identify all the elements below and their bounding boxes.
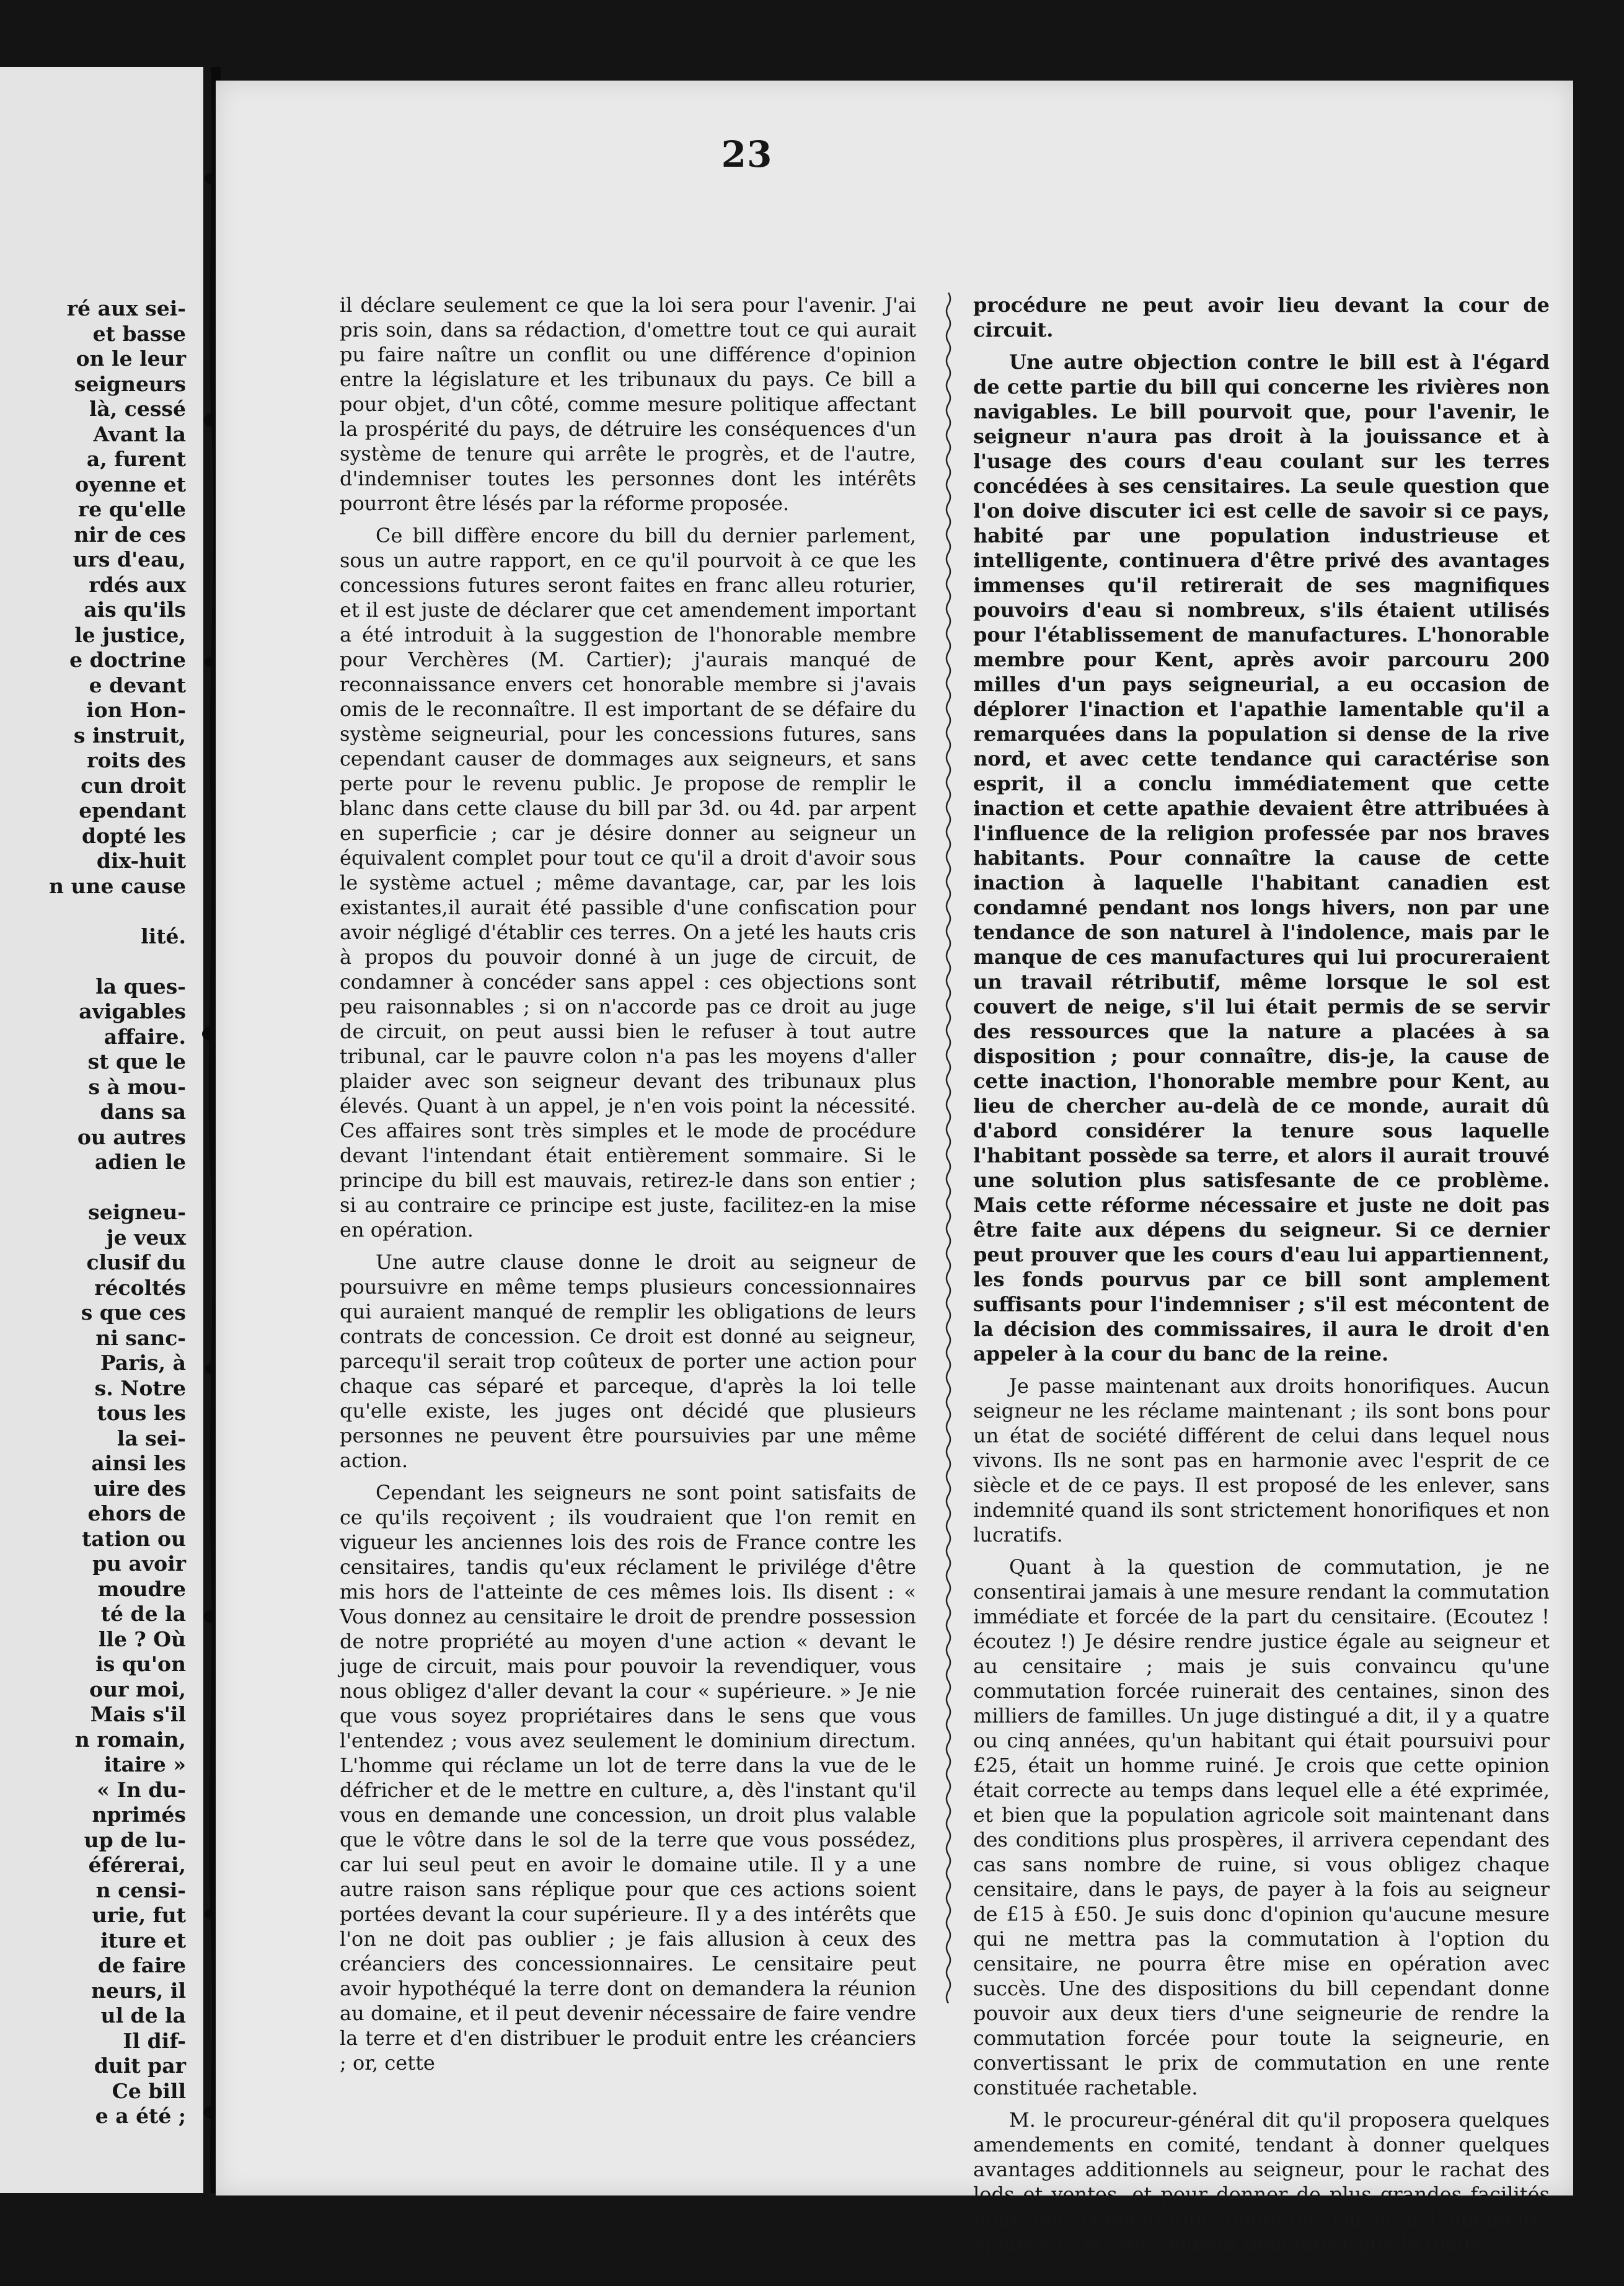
facing-page-line: ou autres — [77, 1124, 186, 1149]
paragraph: il déclare seulement ce que la loi sera pour l'avenir. J'ai pris soin, dans sa rédaction, d'omettre tout ce qui aurait pu faire naître un conflit ou une différence d'opinion entre la législature et les tribunaux du pays. Ce bill a pour objet, d'un côté, comme mesure politique affectant la prospérité du pays, de détruire les conséquences d'un système de tenure qui arrête le progrès, et de l'autre, d'indemniser toutes les personnes dont les intérêts pourront être lésés par la réforme proposée. — [340, 293, 916, 515]
facing-page-line: seigneu- — [88, 1200, 186, 1224]
facing-page-line: le justice, — [74, 622, 186, 647]
facing-page-line: ainsi les — [91, 1451, 186, 1475]
paragraph: Quant à la question de commutation, je ne consentirai jamais à une mesure rendant la commutation immédiate et forcée de la part du censitaire. (Ecoutez ! écoutez !) Je désire rendre justice égale au seigneur et au censitaire ; mais je suis convaincu qu'une commutation forcée ruinerait des centaines, sinon des milliers de familles. Un juge distingué a dit, il y a quatre ou cinq années, qu'un habitant qui était poursuivi pour £25, était un homme ruiné. Je crois que cette opinion était correcte au temps dans lequel elle a été exprimée, et bien que la population agricole soit maintenant dans des conditions plus prospères, il arrivera cependant des cas sans nombre de ruine, si vous obligez chaque censitaire, dans le pays, de payer à la fois au seigneur de £15 à £50. Je suis donc d'opinion qu'aucune mesure qui ne mettra pas la commutation à l'option du censitaire, ne pourra être mise en opération avec succès. Une des dispositions du bill cependant donne pouvoir aux deux tiers d'une seigneurie de rendre la commutation forcée pour toute la seigneurie, en convertissant le prix de commutation en une rente constituée rachetable. — [973, 1555, 1550, 2099]
paragraph: procédure ne peut avoir lieu devant la cour de circuit. — [973, 293, 1550, 342]
facing-page-line: nir de ces — [74, 522, 186, 547]
facing-page-line: dix-huit — [96, 849, 186, 873]
facing-page-line: ehors de — [87, 1501, 186, 1525]
facing-page-line: oyenne et — [75, 472, 186, 496]
facing-page-line: on le leur — [76, 346, 186, 371]
facing-page-line: itaire » — [104, 1752, 186, 1776]
facing-page-line: récoltés — [94, 1275, 186, 1300]
facing-page-line: our moi, — [89, 1677, 186, 1701]
facing-page-line: e doctrine — [69, 648, 186, 672]
facing-page — [0, 67, 203, 2193]
facing-page-line: e devant — [89, 673, 186, 697]
facing-page-line: s. Notre — [94, 1375, 186, 1400]
facing-page-line: seigneurs — [74, 371, 186, 396]
facing-page-line: dans sa — [100, 1100, 186, 1124]
facing-page-line: urie, fut — [92, 1903, 186, 1927]
facing-page-line: n une cause — [49, 873, 186, 898]
facing-page-line: nprimés — [92, 1803, 186, 1827]
facing-page-line: Avant la — [93, 421, 186, 446]
facing-page-line: neurs, il — [91, 1978, 186, 2003]
left-column — [340, 293, 916, 2083]
facing-page-line: lle ? Où — [98, 1626, 186, 1651]
facing-page-line: tous les — [97, 1401, 186, 1425]
facing-page-line: té de la — [100, 1602, 186, 1626]
facing-page-line: « In du- — [97, 1777, 186, 1802]
facing-page-line: dopté les — [82, 823, 186, 848]
facing-page-line: Il dif- — [123, 2028, 186, 2053]
facing-page-line: a, furent — [86, 447, 186, 471]
column-divider — [942, 293, 955, 2003]
facing-page-line: ul de la — [100, 2003, 186, 2028]
facing-page-line: là, cessé — [89, 397, 186, 421]
facing-page-line: n romain, — [74, 1727, 186, 1752]
facing-page-line: iture et — [100, 1928, 186, 1953]
facing-page-line: n censi- — [95, 1878, 186, 1902]
facing-page-line — [0, 899, 186, 924]
facing-page-line: rdés aux — [89, 572, 186, 597]
facing-page-line: et basse — [92, 321, 186, 346]
facing-page-line: s instruit, — [73, 723, 186, 748]
facing-page-line — [0, 949, 186, 974]
paragraph: Je passe maintenant aux droits honorifiques. Aucun seigneur ne les réclame maintenant ; ils sont bons pour un état de société différent de celui dans lequel nous vivons. Ils ne sont pas en harmonie avec l'esprit de ce siècle et de ce pays. Il est proposé de les enlever, sans indemnité quand ils sont strictement honorifiques et non lucratifs. — [973, 1374, 1550, 1547]
facing-page-line: Ce bill — [112, 2078, 186, 2103]
facing-page-line: re qu'elle — [77, 497, 186, 521]
facing-page-line: urs d'eau, — [73, 547, 186, 572]
facing-page-line: moudre — [97, 1576, 186, 1601]
facing-page-line: is qu'on — [95, 1652, 186, 1676]
facing-page-line: up de lu- — [84, 1827, 186, 1852]
facing-page-line: affaire. — [104, 1024, 186, 1049]
facing-page-line: ré aux sei- — [66, 296, 186, 320]
right-column — [973, 293, 1550, 2264]
facing-page-line — [0, 1175, 186, 1201]
paragraph: Ce bill diffère encore du bill du dernier parlement, sous un autre rapport, en ce qu'il pourvoit à ce que les concessions futures seront faites en franc alleu roturier, et il est juste de déclarer que cet amendement important a été introduit à la suggestion de l'honorable membre pour Verchères (M. Cartier); j'aurais manqué de reconnaissance envers cet honorable membre si j'avais omis de le reconnaître. Il est important de se défaire du système seigneurial, pour les concessions futures, sans cependant causer de dommages aux seigneurs, et sans perte pour le revenu public. Je propose de remplir le blanc dans cette clause du bill par 3d. ou 4d. par arpent en superficie ; car je désire donner au seigneur un équivalent complet pour tout ce qu'il a droit d'avoir sous le système actuel ; même davantage, car, par les lois existantes,il aurait été passible d'une confiscation pour avoir négligé d'établir ces terres. On a jeté les hauts cris à propos du pouvoir donné à un juge de circuit, de condamner à concéder sans appel : ces objections sont peu raisonnables ; si on n'accorde pas ce droit au juge de circuit, on peut aussi bien le refuser à tout autre tribunal, car le pauvre colon n'a pas les moyens d'aller plaider avec son seigneur devant des tribunaux plus élevés. Quant à un appel, je n'en vois point la nécessité. Ces affaires sont très simples et le mode de procédure devant l'intendant était entièrement sommaire. Si le principe du bill est mauvais, retirez-le dans son entier ; si au contraire ce principe est juste, facilitez-en la mise en opération. — [340, 524, 916, 1242]
paragraph: M. le procureur-général dit qu'il proposera quelques amendements en comité, tendant à donner quelques avantages additionnels au seigneur, pour le rachat des lods et ventes, et pour donner de plus grandes facilités pour une commutation générale. Quant à l'indemnité, ajoute-t-il, je crois pouvoir démontrer que le fonds — [973, 2108, 1550, 2256]
facing-page-line: éférerai, — [88, 1853, 186, 1877]
facing-page-text — [0, 296, 186, 2129]
facing-page-line: uire des — [93, 1476, 186, 1501]
facing-page-line: e a été ; — [95, 2104, 186, 2128]
facing-page-line: ion Hon- — [86, 698, 186, 722]
facing-page-line: ais qu'ils — [84, 598, 186, 622]
facing-page-line: la ques- — [95, 974, 186, 999]
paragraph: Une autre objection contre le bill est à l'égard de cette partie du bill qui concerne les rivières non navigables. Le bill pourvoit que, pour l'avenir, le seigneur n'aura pas droit à la jouissance et à l'usage des cours d'eau coulant sur les terres concédées à ses censitaires. La seule question que l'on doive discuter ici est celle de savoir si ce pays, habité par une population industrieuse et intelligente, continuera d'être privé des avantages immenses qu'il retirerait de ses magnifiques pouvoirs d'eau si nombreux, s'ils étaient utilisés pour l'établissement de manufactures. L'honorable membre pour Kent, après avoir parcouru 200 milles d'un pays seigneurial, a eu occasion de déplorer l'inaction et l'apathie lamentable qu'il a remarquées dans la population si dense de la rive nord, et avec cette tendance qui caractérise son esprit, il a conclu immédiatement que cette inaction et cette apathie devaient être attribuées à l'influence de la religion professée par nos braves habitants. Pour connaître la cause de cette inaction à laquelle l'habitant canadien est condamné pendant nos longs hivers, non par une tendance de son naturel à l'indolence, mais par le manque de ces manufactures qui lui procureraient un travail rétributif, même lorsque le sol est couvert de neige, s'il lui était permis de se servir des ressources que la nature a placées à sa disposition ; pour connaître, dis-je, la cause de cette inaction, l'honorable membre pour Kent, au lieu de chercher au-delà de ce monde, aurait dû d'abord considérer la tenure sous laquelle l'habitant possède sa terre, et alors il aurait trouvé une solution plus satisfesante de ce problème. Mais cette réforme nécessaire et juste ne doit pas être faite aux dépens du seigneur. Si ce dernier peut prouver que les cours d'eau lui appartiennent, les fonds pourvus par ce bill sont amplement suffisants pour l'indemniser ; s'il est mécontent de la décision des commissaires, il aura le droit d'en appeler à la cour du banc de la reine. — [973, 350, 1550, 1366]
paragraph: Cependant les seigneurs ne sont point satisfaits de ce qu'ils reçoivent ; ils voudraient que l'on remit en vigueur les anciennes lois des rois de France contre les censitaires, tandis qu'eux réclament le privilége d'être mis hors de l'atteinte de ces mêmes lois. Ils disent : « Vous donnez au censitaire le droit de prendre possession de notre propriété au moyen d'une action « devant le juge de circuit, mais pour pouvoir la revendiquer, vous nous obligez d'aller devant la cour « supérieure. » Je nie que vous soyez propriétaires dans le sens que vous l'entendez ; vous avez seulement le dominium directum. L'homme qui réclame un lot de terre dans la vue de le défricher et de le mettre en culture, a, dès l'instant qu'il vous en demande une concession, un droit plus valable que le vôtre dans le sol de la terre que vous possédez, car lui seul peut en avoir le domaine utile. Il y a une autre raison sans réplique pour que ces actions soient portées devant la cour supérieure. Il y a des intérêts que l'on ne doit pas oublier ; je fais allusion à ceux des créanciers des concessionnaires. Le censitaire peut avoir hypothéqué la terre dont on demandera la réunion au domaine, et il peut devenir nécessaire de faire vendre la terre et d'en distribuer le produit entre les créanciers ; or, cette — [340, 1481, 916, 2075]
facing-page-line: la sei- — [117, 1426, 186, 1450]
facing-page-line: ependant — [79, 798, 186, 823]
facing-page-line: s à mou- — [88, 1074, 186, 1099]
facing-page-line: je veux — [106, 1225, 186, 1250]
facing-page-line: Paris, à — [100, 1351, 186, 1375]
facing-page-line: st que le — [87, 1049, 186, 1074]
facing-page-line: duit par — [94, 2054, 186, 2078]
facing-page-line: avigables — [79, 999, 186, 1023]
paragraph: Une autre clause donne le droit au seigneur de poursuivre en même temps plusieurs concessionnaires qui auraient manqué de remplir les obligations de leurs contrats de concession. Ce droit est donné au seigneur, parcequ'il serait trop coûteux de porter une action pour chaque cas séparé et parceque, d'après la loi telle qu'elle existe, les juges ont décidé que plusieurs personnes ne peuvent être poursuivies par une même action. — [340, 1250, 916, 1472]
facing-page-line: tation ou — [82, 1526, 186, 1551]
facing-page-line: ni sanc- — [95, 1325, 186, 1350]
facing-page-line: pu avoir — [92, 1551, 186, 1576]
page-number: 23 — [721, 133, 773, 175]
facing-page-line: clusif du — [86, 1250, 186, 1274]
facing-page-line: roits des — [87, 748, 186, 772]
facing-page-line: Mais s'il — [90, 1702, 186, 1726]
wavy-rule — [942, 293, 955, 2003]
facing-page-line: s que ces — [81, 1300, 186, 1325]
facing-page-line: de faire — [97, 1953, 186, 1977]
facing-page-line: lité. — [141, 924, 186, 948]
facing-page-line: adien le — [94, 1150, 186, 1174]
facing-page-line: cun droit — [81, 773, 186, 798]
